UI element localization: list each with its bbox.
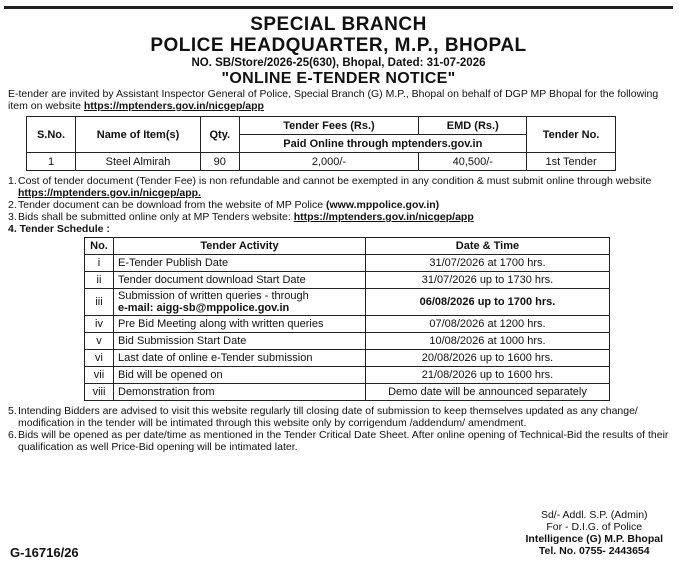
schedule-table <box>84 237 610 401</box>
item-table <box>26 116 616 171</box>
cell-tender-fee: 2,000/- <box>239 153 419 171</box>
cell-tender-no: 1st Tender <box>527 153 616 171</box>
table-row: i E-Tender Publish Date 31/07/2026 at 1700 hrs. <box>85 255 610 272</box>
note-1-link[interactable]: https://mptenders.gov.in/nicgep/app. <box>18 187 201 199</box>
intro-paragraph <box>4 88 673 112</box>
cell-item-name: Steel Almirah <box>76 153 201 171</box>
signature-line-2: For - D.I.G. of Police <box>546 521 643 533</box>
note-3: 3. Bids shall be submitted online only at MP Tenders website: https://mptenders.gov.in/nicgep/app <box>8 211 474 223</box>
cell-sno: 1 <box>27 153 76 171</box>
col-no: No. <box>85 238 114 255</box>
note-3-link[interactable]: https://mptenders.gov.in/nicgep/app <box>293 211 474 223</box>
table-row: iv Pre Bid Meeting along with written queries 07/08/2026 at 1200 hrs. <box>85 316 610 333</box>
table-row: iii Submission of written queries - through e-mail: aigg-sb@mppolice.gov.in 06/08/2026 up to 1700 hrs. <box>85 289 610 316</box>
cell-qty: 90 <box>201 153 240 171</box>
col-emd: EMD (Rs.) <box>419 117 527 135</box>
note-6: 6. Bids will be opened as per date/time as mentioned in the Tender Critical Date Sheet. After online opening of Technical-Bid the results of their qualification as well Price-Bid opening will be intimated later. <box>8 429 669 453</box>
table-row: ii Tender document download Start Date 31/07/2026 up to 1730 hrs. <box>85 272 610 289</box>
signature-block <box>526 509 664 557</box>
signature-line-3: Intelligence (G) M.P. Bhopal <box>525 533 663 545</box>
col-tender-fee: Tender Fees (Rs.) <box>239 117 419 135</box>
tender-notice <box>4 6 673 567</box>
table-row: viii Demonstration from Demo date will be announced separately <box>85 384 610 401</box>
note-5: 5. Intending Bidders are advised to visit this website regularly till closing date of submission to keep themselves updated as any change/ modification in the tender will be intimated through this website only by corrigendum /addendum/ amendment. <box>8 405 638 429</box>
table-row: vii Bid will be opened on 21/08/2026 up to 1600 hrs. <box>85 367 610 384</box>
table-row: vi Last date of online e-Tender submission 20/08/2026 up to 1600 hrs. <box>85 350 610 367</box>
note-2: 2. Tender document can be download from the website of MP Police (www.mppolice.gov.in) <box>8 199 440 211</box>
intro-text: E-tender are invited by Assistant Inspector General of Police, Special Branch (G) M.P., Bhopal on behalf of DGP MP Bhopal for the following item on website <box>8 88 659 112</box>
notice-heading: "ONLINE E-TENDER NOTICE" <box>221 70 456 87</box>
signature-line-1: Sd/- Addl. S.P. (Admin) <box>540 509 648 521</box>
g-number: G-16716/26 <box>10 545 79 560</box>
table-row: v Bid Submission Start Date 10/08/2026 at 1000 hrs. <box>85 333 610 350</box>
col-date-time: Date & Time <box>365 238 609 255</box>
query-email[interactable]: e-mail: aigg-sb@mppolice.gov.in <box>118 302 290 314</box>
notes-top <box>4 175 673 235</box>
title-police-hq: POLICE HEADQUARTER, M.P., BHOPAL <box>150 35 527 56</box>
col-qty: Qty. <box>201 117 240 153</box>
notes-bottom <box>4 405 673 453</box>
table-row <box>27 153 616 171</box>
col-sno: S.No. <box>27 117 76 153</box>
paid-online-note: Paid Online through mptenders.gov.in <box>239 135 527 153</box>
cell-emd: 40,500/- <box>419 153 527 171</box>
reference-number: NO. SB/Store/2026-25(630), Bhopal, Dated: 31-07-2026 <box>191 57 486 69</box>
note-2-link[interactable]: (www.mppolice.gov.in) <box>326 199 440 211</box>
schedule-label: 4. Tender Schedule : <box>8 223 110 235</box>
signature-line-4: Tel. No. 0755- 2443654 <box>538 545 650 557</box>
note-1: 1. Cost of tender document (Tender Fee) is non refundable and cannot be exempted in any condition & must submit online through website https://mptenders.gov.in/nicgep/app. <box>8 175 652 199</box>
intro-link[interactable]: https://mptenders.gov.in/nicgep/app <box>83 100 264 112</box>
title-special-branch: SPECIAL BRANCH <box>250 14 427 35</box>
col-item-name: Name of Item(s) <box>76 117 201 153</box>
col-activity: Tender Activity <box>114 238 366 255</box>
col-tender-no: Tender No. <box>527 117 616 153</box>
